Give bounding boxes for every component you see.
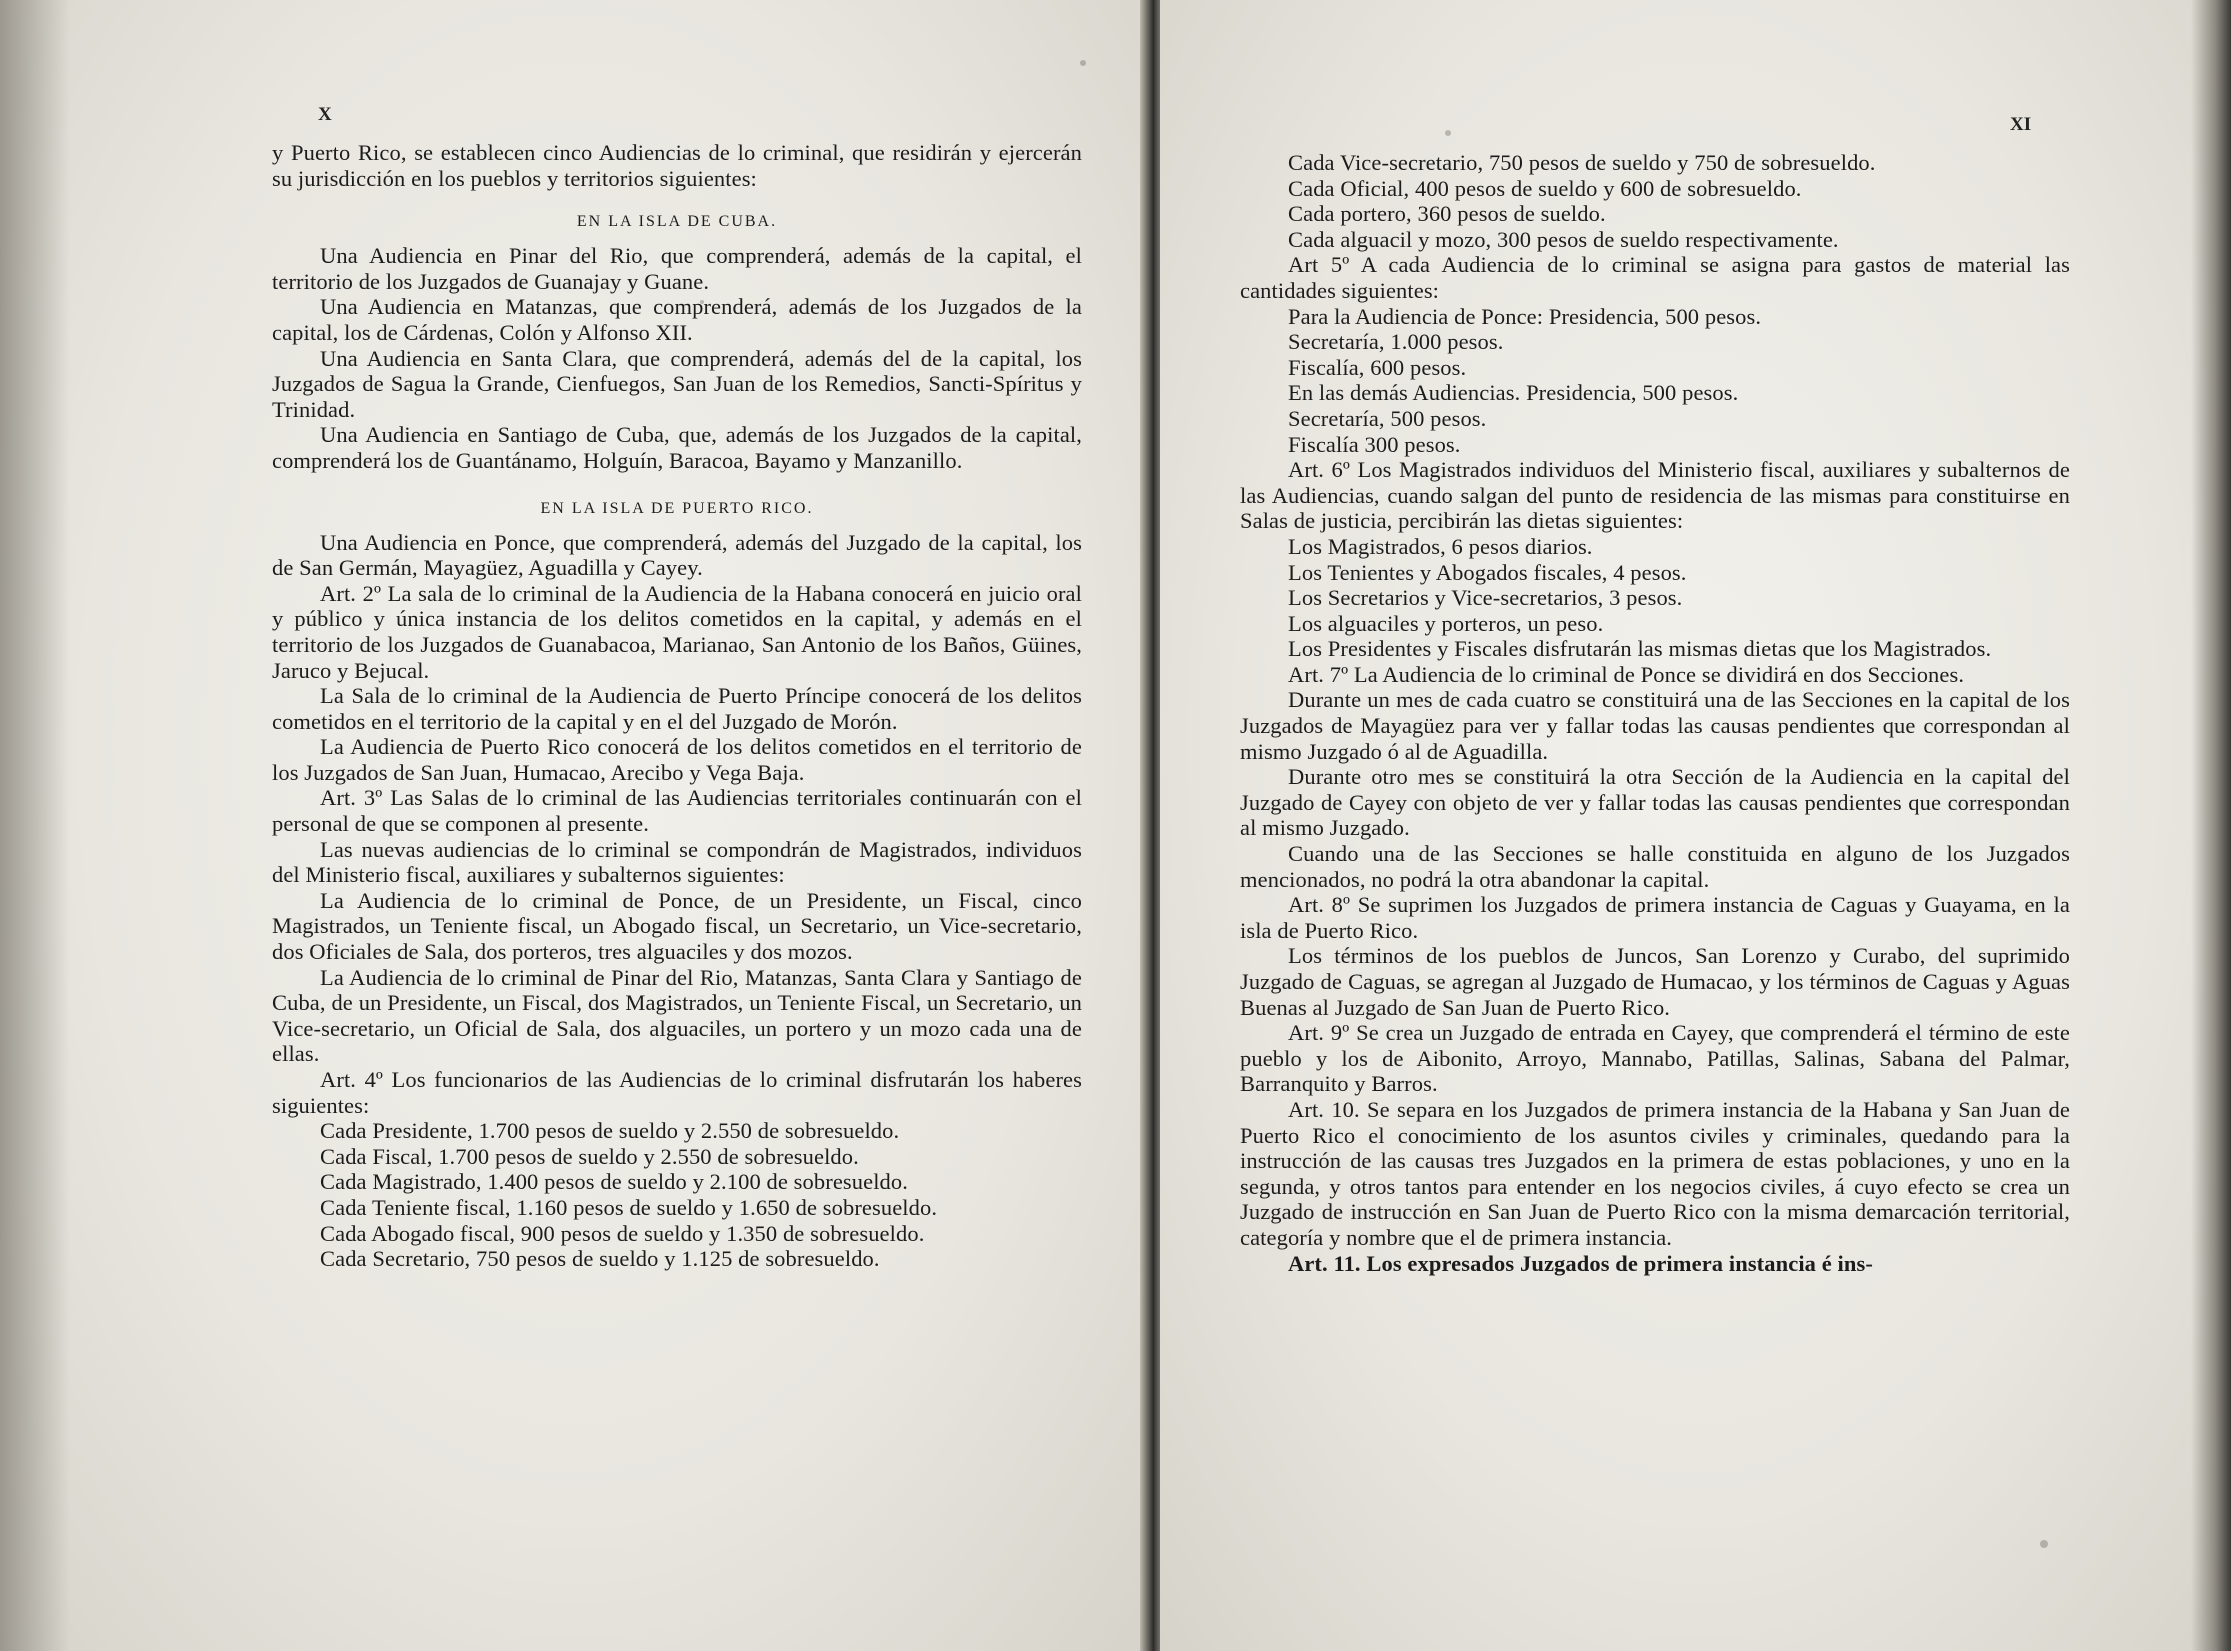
paragraph: La Sala de lo criminal de la Audiencia de Puerto Príncipe conocerá de los delitos cometidos en el territorio de la capital y en el del Juzgado de Morón. [272, 683, 1082, 734]
paper-speck [1080, 60, 1086, 66]
salary-line: Cada portero, 360 pesos de sueldo. [1288, 201, 1606, 227]
paragraph: La Audiencia de lo criminal de Ponce, de un Presidente, un Fiscal, cinco Magistrados, un Teniente fiscal, un Abogado fiscal, un Secretario, un Vice-secretario, dos Oficiales de Sala, dos porteros, tres alguaciles y dos mozos. [272, 887, 1082, 965]
salary-line: Cada Vice-secretario, 750 pesos de sueldo y 750 de sobresueldo. [1288, 150, 1876, 175]
paragraph: Art 5º A cada Audiencia de lo criminal se asigna para gastos de material las cantidades siguientes: [1240, 252, 2070, 303]
paragraph: Una Audiencia en Ponce, que comprenderá, además del Juzgado de la capital, los de San Germán, Mayagüez, Aguadilla y Cayey. [272, 529, 1082, 581]
salary-line: Cada Magistrado, 1.400 pesos de sueldo y 2.100 de sobresueldo. [320, 1169, 908, 1195]
paragraph: Art. 4º Los funcionarios de las Audiencias de lo criminal disfrutarán los haberes siguientes: [272, 1067, 1082, 1118]
salary-line: Cada Secretario, 750 pesos de sueldo y 1.125 de sobresueldo. [320, 1246, 880, 1272]
paragraph: Art. 11. Los expresados Juzgados de primera instancia é ins- [1288, 1250, 1873, 1276]
dietas-line: Los Tenientes y Abogados fiscales, 4 pesos. [1288, 559, 1687, 585]
dietas-line: Los alguaciles y porteros, un peso. [1288, 610, 1604, 636]
salary-line: Cada alguacil y mozo, 300 pesos de sueldo respectivamente. [1288, 226, 1839, 252]
dietas-line: Los Secretarios y Vice-secretarios, 3 pesos. [1288, 585, 1683, 611]
paragraph: Durante otro mes se constituirá la otra Sección de la Audiencia en la capital del Juzgado de Cayey con objeto de ver y fallar todas las causas pendientes que correspondan al mismo Juzgado. [1240, 764, 2070, 841]
material-line: Secretaría, 1.000 pesos. [1288, 329, 1504, 355]
section-heading-cuba: EN LA ISLA DE CUBA. [576, 213, 778, 231]
paragraph: Una Audiencia en Matanzas, que comprenderá, además de los Juzgados de la capital, los de Cárdenas, Colón y Alfonso XII. [272, 294, 1082, 345]
section-heading-puerto-rico: EN LA ISLA DE PUERTO RICO. [540, 499, 814, 517]
paragraph: Una Audiencia en Pinar del Rio, que comprenderá, además de la capital, el territorio de los Juzgados de Guanajay y Guane. [272, 243, 1082, 294]
paper-speck [2040, 1540, 2048, 1548]
paragraph: Art. 8º Se suprimen los Juzgados de primera instancia de Caguas y Guayama, en la isla de Puerto Rico. [1240, 892, 2070, 943]
paragraph: Art. 7º La Audiencia de lo criminal de Ponce se dividirá en dos Secciones. [1288, 661, 1965, 687]
salary-line: Cada Fiscal, 1.700 pesos de sueldo y 2.550 de sobresueldo. [320, 1143, 859, 1169]
paragraph: Una Audiencia en Santiago de Cuba, que, además de los Juzgados de la capital, comprenderá los de Guantánamo, Holguín, Baracoa, Bayamo y Manzanillo. [272, 422, 1082, 473]
material-line: Secretaría, 500 pesos. [1288, 405, 1487, 431]
paper-speck [1445, 130, 1451, 136]
paragraph: Durante un mes de cada cuatro se constituirá una de las Secciones en la capital de los Juzgados de Mayagüez para ver y fallar todas las causas pendientes que correspondan al mismo Juzgado ó al de Aguadilla. [1240, 687, 2070, 764]
paragraph: Las nuevas audiencias de lo criminal se compondrán de Magistrados, individuos del Ministerio fiscal, auxiliares y subalternos siguientes: [272, 836, 1082, 888]
material-line: Fiscalía, 600 pesos. [1288, 354, 1467, 380]
salary-line: Cada Abogado fiscal, 900 pesos de sueldo y 1.350 de sobresueldo. [320, 1220, 925, 1246]
paragraph: Los Presidentes y Fiscales disfrutarán las mismas dietas que los Magistrados. [1288, 636, 1992, 662]
paragraph: La Audiencia de lo criminal de Pinar del Rio, Matanzas, Santa Clara y Santiago de Cuba, de un Presidente, un Fiscal, dos Magistrados, un Teniente Fiscal, un Secretario, un Vice-secretario, un Oficial de Sala, dos alguaciles, un portero y un mozo cada una de ellas. [272, 964, 1082, 1067]
material-line: En las demás Audiencias. Presidencia, 500 pesos. [1288, 380, 1739, 406]
intro-paragraph: y Puerto Rico, se establecen cinco Audiencias de lo criminal, que residirán y ejercerán su jurisdicción en los pueblos y territorios siguientes: [272, 140, 1082, 191]
paragraph: Art. 2º La sala de lo criminal de la Audiencia de la Habana conocerá en juicio oral y público y única instancia de los delitos cometidos en la capital, y además en el territorio de los Juzgados de Guanabacoa, Marianao, San Antonio de los Baños, Güines, Jaruco y Bejucal. [272, 580, 1082, 683]
material-line: Fiscalía 300 pesos. [1288, 431, 1461, 457]
paragraph: Cuando una de las Secciones se halle constituida en alguno de los Juzgados mencionados, no podrá la otra abandonar la capital. [1240, 841, 2070, 892]
left-text-column [272, 140, 1082, 1272]
paragraph: Art. 3º Las Salas de lo criminal de las Audiencias territoriales continuarán con el personal de que se componen al presente. [272, 785, 1082, 837]
page-number: XI [2010, 114, 2032, 135]
salary-line: Cada Oficial, 400 pesos de sueldo y 600 de sobresueldo. [1288, 175, 1802, 201]
right-page [1160, 0, 2231, 1651]
paragraph: Art. 9º Se crea un Juzgado de entrada en Cayey, que comprenderá el término de este pueblo y los de Aibonito, Arroyo, Mannabo, Patillas, Salinas, Sabana del Palmar, Barranquito y Barros. [1240, 1020, 2070, 1097]
right-text-column [1240, 150, 2070, 1276]
page-edge-shadow [0, 0, 70, 1651]
page-number: X [318, 104, 332, 125]
salary-line: Cada Presidente, 1.700 pesos de sueldo y 2.550 de sobresueldo. [320, 1118, 900, 1144]
page-edge-shadow [2191, 0, 2231, 1651]
material-line: Para la Audiencia de Ponce: Presidencia, 500 pesos. [1288, 303, 1762, 329]
paragraph: Art. 6º Los Magistrados individuos del Ministerio fiscal, auxiliares y subalternos de las Audiencias, cuando salgan del punto de residencia de las mismas para constituirse en Salas de justicia, percibirán las dietas siguientes: [1240, 457, 2070, 534]
dietas-line: Los Magistrados, 6 pesos diarios. [1288, 533, 1593, 559]
paragraph: Los términos de los pueblos de Juncos, San Lorenzo y Curabo, del suprimido Juzgado de Caguas, se agregan al Juzgado de Humacao, y los términos de Caguas y Aguas Buenas al Juzgado de San Juan de Puerto Rico. [1240, 943, 2070, 1020]
paragraph: Una Audiencia en Santa Clara, que comprenderá, además del de la capital, los Juzgados de Sagua la Grande, Cienfuegos, San Juan de los Remedios, Sancti-Spíritus y Trinidad. [272, 345, 1082, 422]
paragraph: La Audiencia de Puerto Rico conocerá de los delitos cometidos en el territorio de los Juzgados de San Juan, Humacao, Arecibo y Vega Baja. [272, 734, 1082, 785]
salary-line: Cada Teniente fiscal, 1.160 pesos de sueldo y 1.650 de sobresueldo. [320, 1194, 938, 1220]
paragraph: Art. 10. Se separa en los Juzgados de primera instancia de la Habana y San Juan de Puerto Rico el conocimiento de los asuntos civiles y criminales, quedando para la instrucción de las causas tres Juzgados en la primera de estas poblaciones, y uno en la segunda, y otros tantos para entender en los negocios civiles, á cuyo efecto se crea un Juzgado de instrucción en San Juan de Puerto Rico con la misma demarcación territorial, categoría y nombre que el de primera instancia. [1240, 1096, 2070, 1250]
